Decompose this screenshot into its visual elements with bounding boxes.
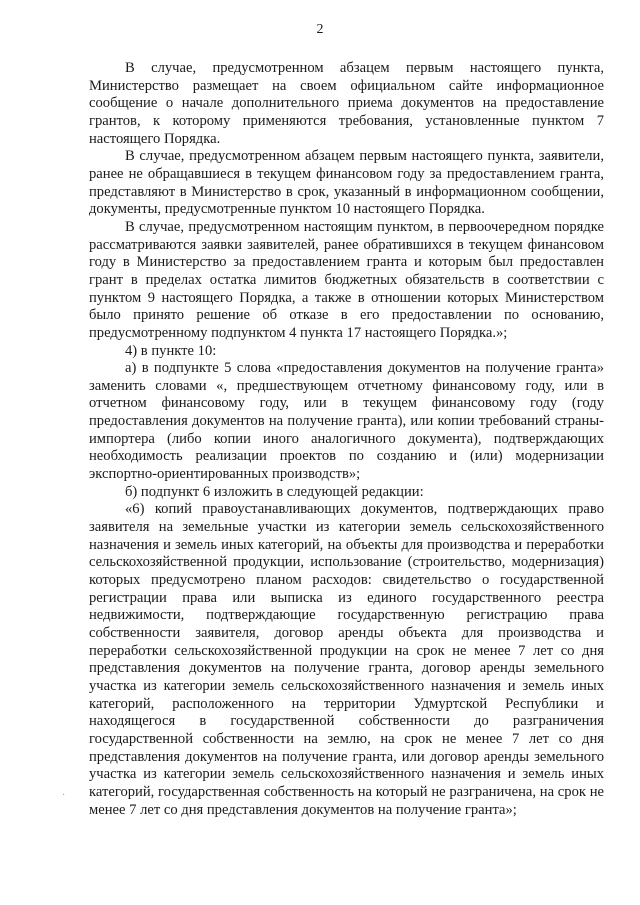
page-number: 2	[316, 22, 324, 37]
paragraph-new-subitem-6: «6) копий правоустанавливающих документов, подтверждающих право заявителя на земельные участки из категории земель сельскохозяйственного назначения и земель иных категорий, на объекты для производства и переработки сельскохозяйственной продукции, использование (строительство, модернизация) которых предусмотрено планом расходов: свидетельство о государственной регистрации права или выписка из единого государственного реестра недвижимости, подтверждающие государственную регистрацию права собственности заявителя, договор аренды объекта для производства и переработки сельскохозяйственной продукции на срок не менее 7 лет со дня представления документов на получение гранта, договор аренды земельного участка из категории земель сельскохозяйственного назначения и земель иных категорий, расположенного на территории Удмуртской Республики и находящегося в государственной собственности до разграничения государственной собственности на землю, на срок не менее 7 лет со дня представления документов на получение гранта, или договор аренды земельного участка из категории земель сельскохозяйственного назначения и земель иных категорий, государственная собственность на который не разграничена, на срок не менее 7 лет со дня представления документов на получение гранта»;	[89, 501, 604, 818]
paragraph-additional-intake-notice: В случае, предусмотренном абзацем первым настоящего пункта, Министерство размещает на своем официальном сайте информационное сообщение о начале дополнительного приема документов на предоставление грантов, к которому применяются требования, установленные пунктом 7 настоящего Порядка.	[89, 60, 604, 147]
margin-dot: ·	[62, 790, 66, 801]
paragraph-new-applicants: В случае, предусмотренном абзацем первым настоящего пункта, заявители, ранее не обращавшиеся в текущем финансовом году за предоставлением гранта, представляют в Министерство в срок, указанный в информационном сообщении, документы, предусмотренные пунктом 10 настоящего Порядка.	[89, 148, 604, 218]
paragraph-subitem-b: б) подпункт 6 изложить в следующей редакции:	[125, 483, 424, 500]
paragraph-priority-review: В случае, предусмотренном настоящим пунктом, в первоочередном порядке рассматриваются заявки заявителей, ранее обратившихся в текущем финансовом году в Министерство за предоставлением гранта и которым был предоставлен грант в пределах остатка лимитов бюджетных обязательств в соответствии с пунктом 9 настоящего Порядка, а также в отношении которых Министерством было принято решение об отказе в его предоставлении по основанию, предусмотренному подпунктом 4 пункта 17 настоящего Порядка.»;	[89, 218, 604, 341]
document-body	[89, 60, 604, 819]
paragraph-item-4: 4) в пункте 10:	[125, 342, 217, 359]
paragraph-subitem-a: а) в подпункте 5 слова «предоставления документов на получение гранта» заменить словами «, предшествующем отчетному финансовому году, или в отчетном финансовому году, или в текущем финансовому году (году предоставления документов на получение гранта), или копии требований страны-импортера (либо копии иного аналогичного документа), подтверждающих необходимость реализации проектов по созданию и (или) модернизации экспортно-ориентированных производств»;	[89, 360, 604, 483]
